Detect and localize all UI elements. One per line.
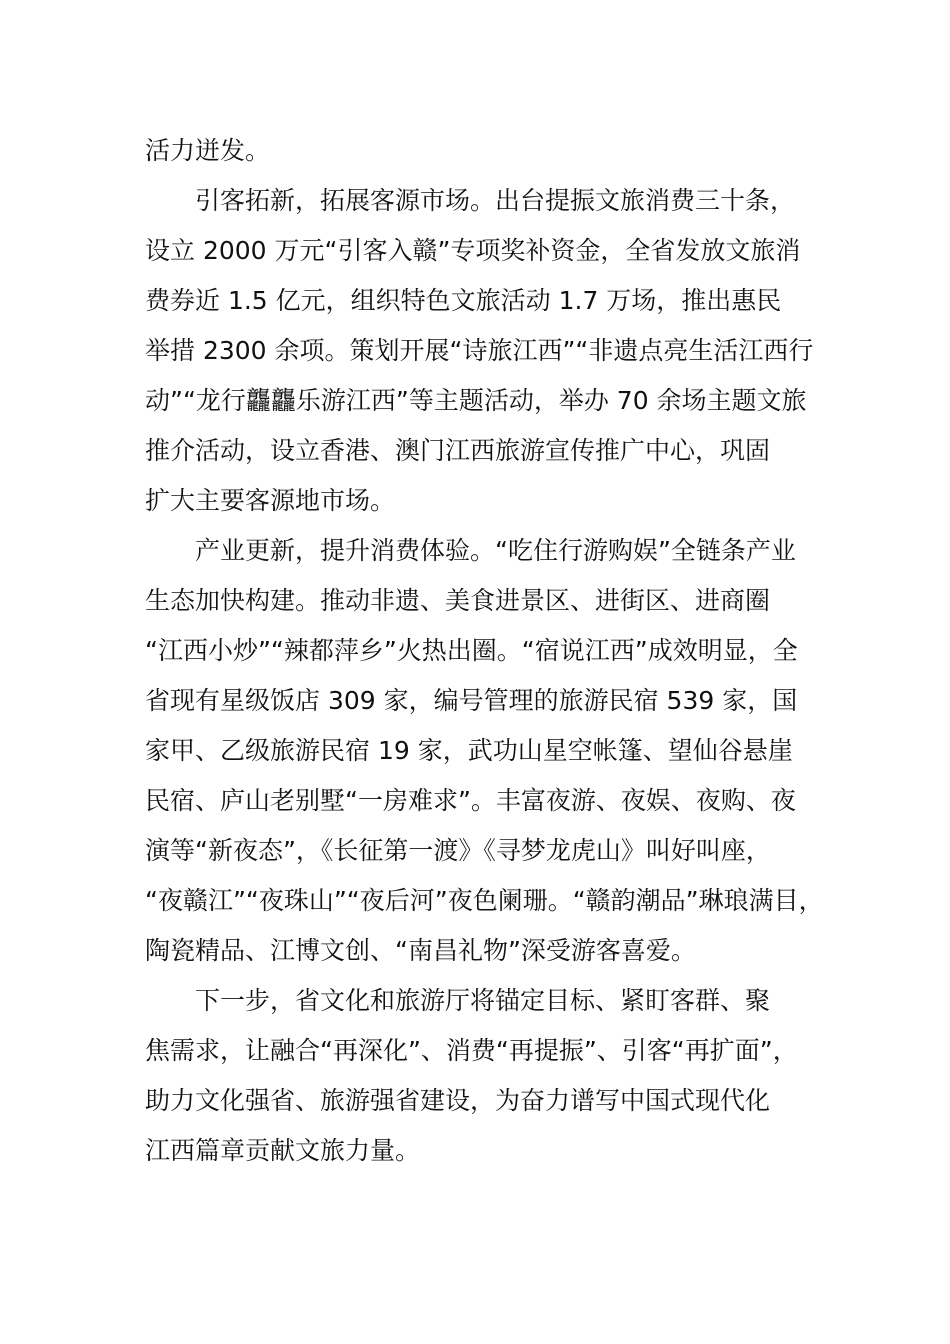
paragraph-attract-visitors (145, 176, 835, 526)
text-line: 民宿、庐山老别墅“一房难求”。丰富夜游、夜娱、夜购、夜 (145, 786, 796, 815)
text-line: 家甲、乙级旅游民宿 19 家，武功山星空帐篷、望仙谷悬崖 (145, 736, 793, 765)
text-line: 费券近 1.5 亿元，组织特色文旅活动 1.7 万场，推出惠民 (145, 286, 782, 315)
text-line: “江西小炒”“辣都萍乡”火热出圈。“宿说江西”成效明显，全 (145, 636, 798, 665)
text-line: 陶瓷精品、江博文创、“南昌礼物”深受游客喜爱。 (145, 936, 696, 965)
text-line: 举措 2300 余项。策划开展“诗旅江西”“非遗点亮生活江西行 (145, 336, 814, 365)
text-line: 生态加快构建。推动非遗、美食进景区、进街区、进商圈 (145, 586, 771, 615)
text-line: 活力迸发。 (145, 136, 271, 165)
text-line: 江西篇章贡献文旅力量。 (145, 1136, 421, 1165)
text-line: 扩大主要客源地市场。 (145, 486, 396, 515)
text-line: 省现有星级饭店 309 家，编号管理的旅游民宿 539 家，国 (145, 686, 798, 715)
paragraph-industry-upgrade (145, 526, 835, 976)
text-line: 演等“新夜态”，《长征第一渡》《寻梦龙虎山》叫好叫座， (145, 836, 771, 865)
paragraph-next-steps (145, 976, 835, 1176)
text-line: 产业更新，提升消费体验。“吃住行游购娱”全链条产业 (195, 536, 796, 565)
text-line: “夜赣江”“夜珠山”“夜后河”夜色阑珊。“赣韵潮品”琳琅满目， (145, 886, 824, 915)
text-line: 引客拓新，拓展客源市场。出台提振文旅消费三十条， (195, 186, 796, 215)
paragraph-continuation (145, 126, 835, 176)
text-line: 焦需求，让融合“再深化”、消费“再提振”、引客“再扩面”， (145, 1036, 798, 1065)
text-line: 下一步，省文化和旅游厅将锚定目标、紧盯客群、聚 (195, 986, 771, 1015)
document-body (145, 126, 835, 1176)
text-line: 设立 2000 万元“引客入赣”专项奖补资金，全省发放文旅消 (145, 236, 801, 265)
text-line: 推介活动，设立香港、澳门江西旅游宣传推广中心，巩固 (145, 436, 771, 465)
text-line: 动”“龙行龘龘乐游江西”等主题活动，举办 70 余场主题文旅 (145, 386, 807, 415)
text-line: 助力文化强省、旅游强省建设，为奋力谱写中国式现代化 (145, 1086, 771, 1115)
